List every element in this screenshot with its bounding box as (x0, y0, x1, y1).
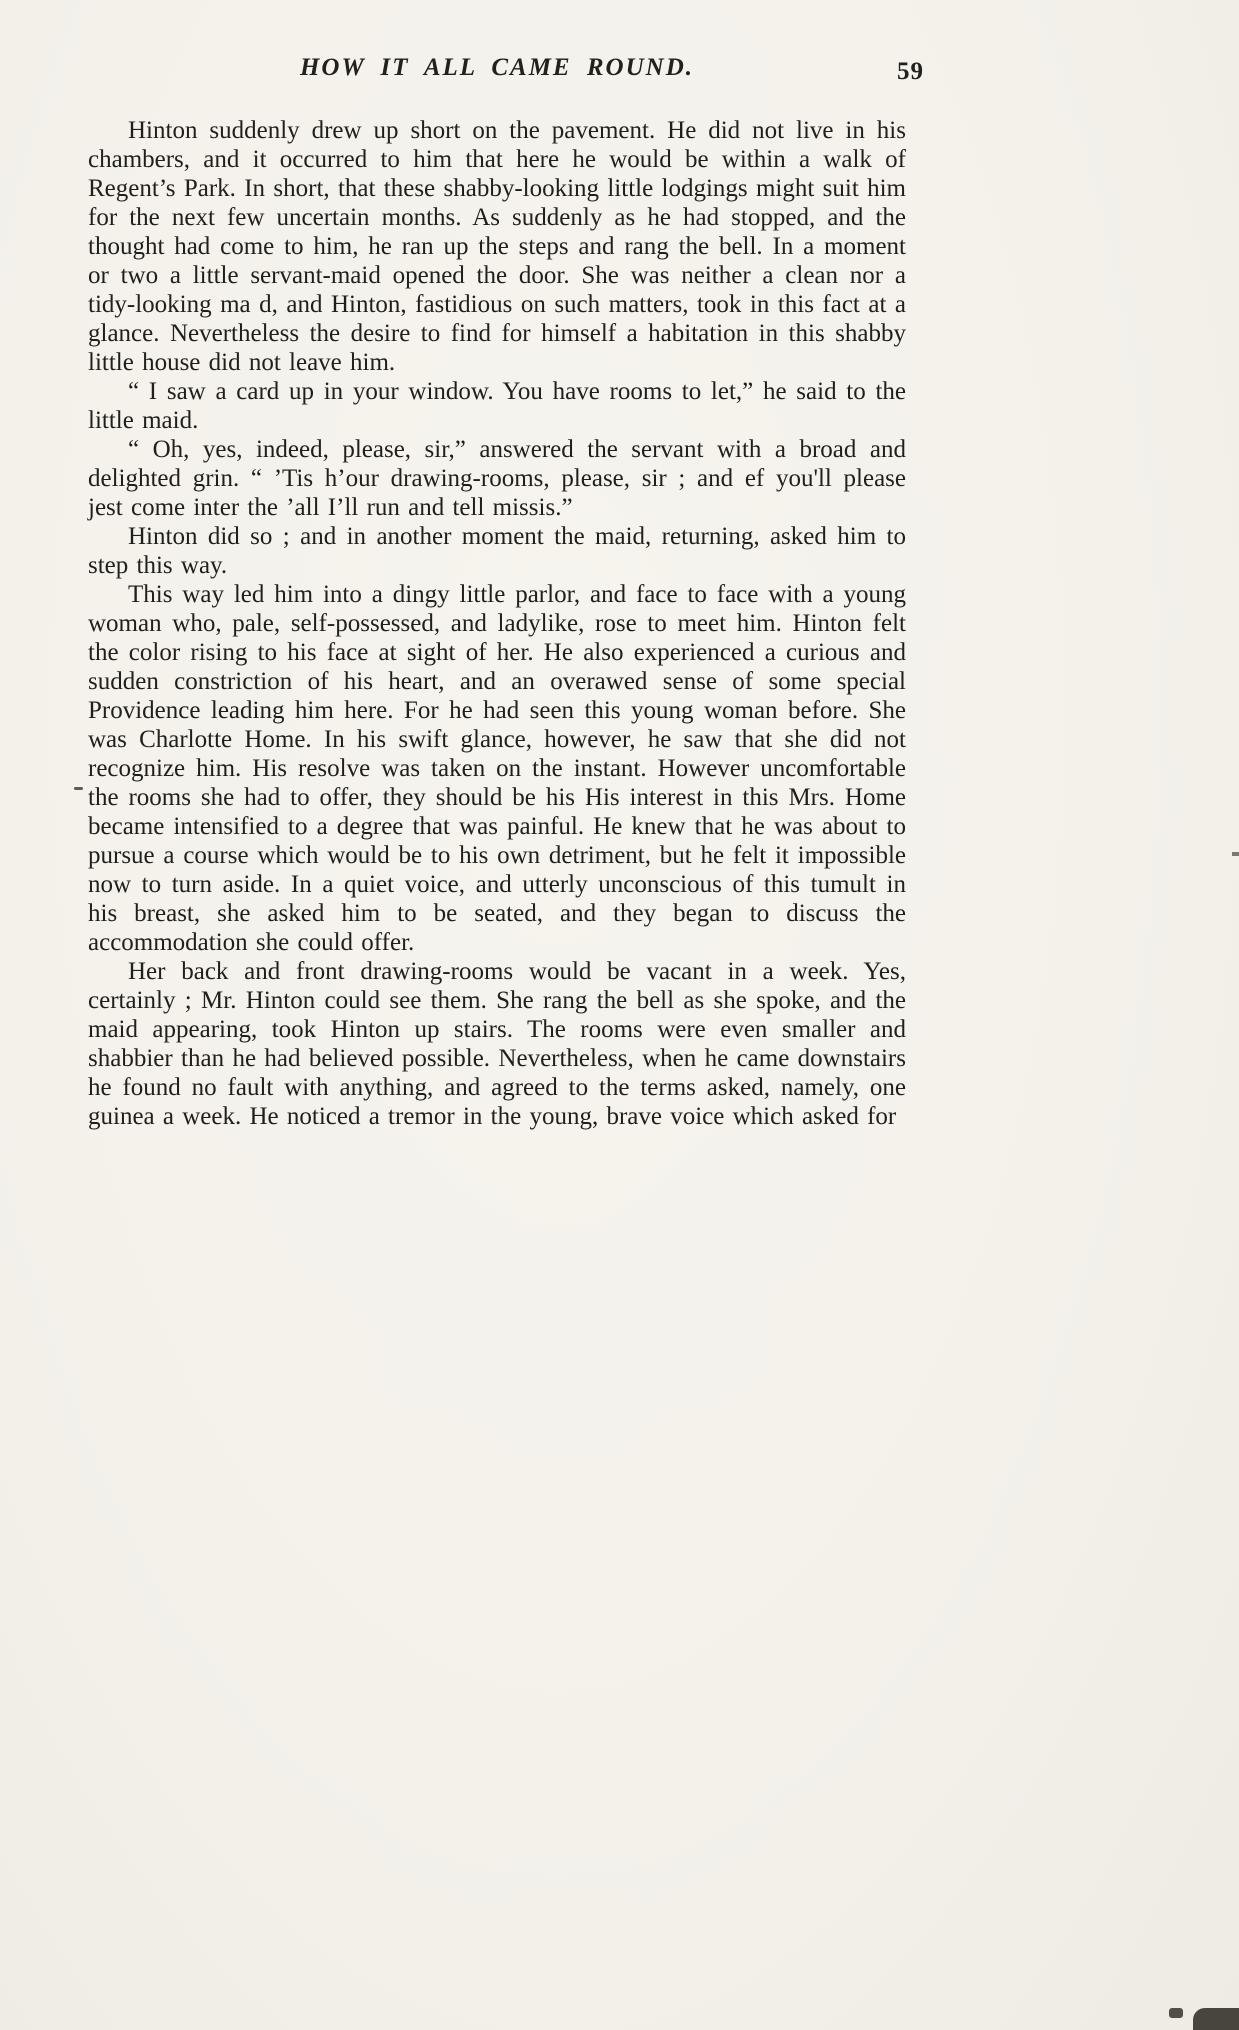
page-header (88, 54, 924, 90)
scan-artifact-corner-tick (1169, 2008, 1183, 2018)
paragraph: Her back and front drawing-rooms would be vacant in a week. Yes, certainly ; Mr. Hinton could see them. She rang the bell as she spoke, and the maid appearing, took Hinton up stairs. The rooms were even smaller and shabbier than he had believed possible. Nevertheless, when he came downstairs he found no fault with anything, and agreed to the terms asked, namely, one guinea a week. He noticed a tremor in the young, brave voice which asked for (88, 958, 906, 1130)
paragraph: “ I saw a card up in your window. You have rooms to let,” he said to the little maid. (88, 378, 906, 434)
scan-artifact-right-edge (1232, 852, 1239, 856)
running-title: HOW IT ALL CAME ROUND. (299, 54, 695, 81)
paragraph: Hinton suddenly drew up short on the pavement. He did not live in his chambers, and it occurred to him that here he would be within a walk of Regent’s Park. In short, that these shabby-looking little lodgings might suit him for the next few uncertain months. As suddenly as he had stopped, and the thought had come to him, he ran up the steps and rang the bell. In a moment or two a little servant-maid opened the door. She was neither a clean nor a tidy-looking ma d, and Hinton, fastidious on such matters, took in this fact at a glance. Nevertheless the desire to find for himself a habitation in this shabby little house did not leave him. (88, 117, 906, 376)
scan-artifact-corner-smudge (1193, 2008, 1239, 2030)
paragraph: This way led him into a dingy little parlor, and face to face with a young woman who, pale, self-possessed, and ladylike, rose to meet him. Hinton felt the color rising to his face at sight of her. He also experienced a curious and sudden constriction of his heart, and an overawed sense of some special Providence leading him here. For he had seen this young woman before. She was Charlotte Home. In his swift glance, however, he saw that she did not recognize him. His resolve was taken on the instant. However uncomfortable the rooms she had to offer, they should be his His interest in this Mrs. Home became intensified to a degree that was painful. He knew that he was about to pursue a course which would be to his own detriment, but he felt it impossible now to turn aside. In a quiet voice, and utterly unconscious of this tumult in his breast, she asked him to be seated, and they began to discuss the accommodation she could offer. (88, 581, 906, 956)
scan-artifact-left-margin (74, 787, 83, 790)
page-number: 59 (897, 58, 924, 85)
body-text (88, 116, 906, 1131)
paragraph: Hinton did so ; and in another moment the maid, returning, asked him to step this way. (88, 523, 906, 579)
paragraph: “ Oh, yes, indeed, please, sir,” answered the servant with a broad and delighted grin. “ ’Tis h’our drawing-rooms, please, sir ; and ef you'll please jest come inter the ’all I’ll run and tell missis.” (88, 436, 906, 521)
